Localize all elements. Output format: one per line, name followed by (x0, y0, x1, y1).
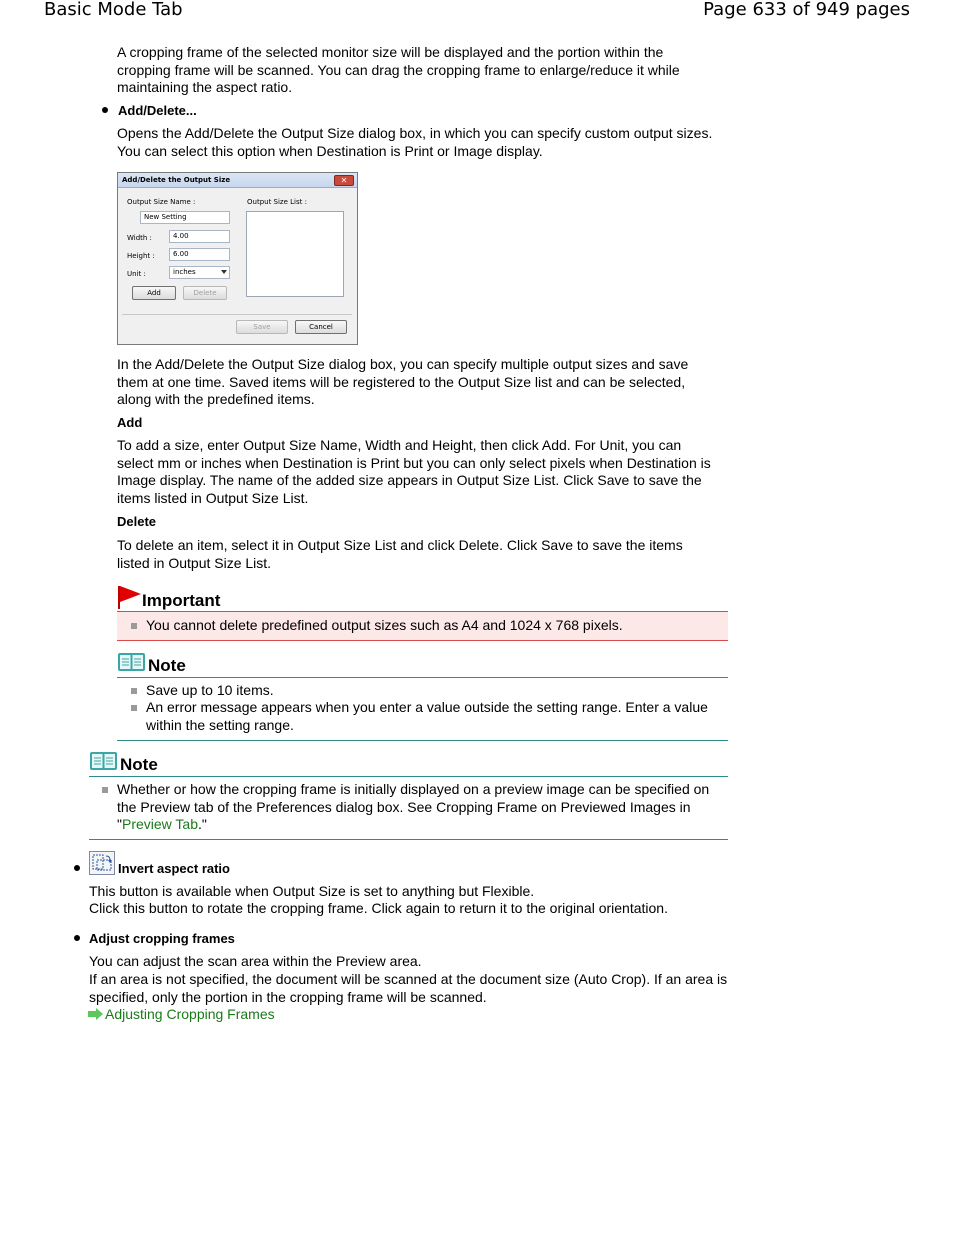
note-heading: Note (120, 755, 158, 774)
note-book-icon (89, 751, 118, 771)
note-item: An error message appears when you enter a value outside the setting range. Enter a value within the setting range. (146, 699, 708, 733)
page-title: Basic Mode Tab (44, 0, 183, 20)
chevron-down-icon (221, 270, 227, 274)
note-heading: Note (148, 656, 186, 675)
note-divider-top (117, 677, 728, 678)
important-item: You cannot delete predefined output sizes such as A4 and 1024 x 768 pixels. (146, 617, 623, 633)
delete-heading: Delete (117, 514, 157, 529)
square-bullet-icon (102, 787, 108, 793)
invert-title: Invert aspect ratio (118, 861, 230, 876)
bullet-icon (74, 935, 80, 941)
note-divider-bottom (89, 839, 728, 840)
page-number: Page 633 of 949 pages (703, 0, 910, 20)
bullet-icon (74, 865, 80, 871)
note-divider-bottom (117, 740, 728, 741)
add-delete-desc: Opens the Add/Delete the Output Size dialog box, in which you can specify custom output sizes. You can select this option when Destination is Print or Image display. (117, 125, 713, 159)
dialog-titlebar (118, 173, 357, 188)
output-size-name-input[interactable]: New Setting (140, 211, 230, 224)
width-label: Width : (127, 234, 152, 242)
square-bullet-icon (131, 623, 137, 629)
note-item: Save up to 10 items. (146, 682, 274, 698)
dialog-title: Add/Delete the Output Size (122, 176, 231, 184)
delete-button[interactable]: Delete (183, 286, 227, 300)
adjust-title: Adjust cropping frames (89, 931, 235, 946)
dialog-description: In the Add/Delete the Output Size dialog box, you can specify multiple output sizes and save them at one time. Saved items will be registered to the Output Size list and can be selected, along with the predefined items. (117, 356, 689, 407)
add-delete-title: Add/Delete... (118, 103, 197, 118)
cancel-button[interactable]: Cancel (295, 320, 347, 334)
invert-aspect-ratio-icon (89, 851, 115, 875)
adjust-line-2: If an area is not specified, the document will be scanned at the document size (Auto Crop). If an area is specified, only the portion in the cropping frame will be scanned. (89, 971, 728, 1005)
width-input[interactable]: 4.00 (169, 230, 230, 243)
note-text: Whether or how the cropping frame is initially displayed on a preview image can be specified on the Preview tab of the Preferences dialog box. See Cropping Frame on Previewed Images in "Preview Tab." (117, 781, 710, 832)
bullet-icon (102, 107, 108, 113)
add-heading: Add (117, 415, 143, 430)
save-button[interactable]: Save (236, 320, 288, 334)
square-bullet-icon (131, 705, 137, 711)
adjust-line-1: You can adjust the scan area within the Preview area. (89, 953, 422, 969)
arrow-right-icon (88, 1008, 104, 1020)
delete-text: To delete an item, select it in Output Size List and click Delete. Click Save to save the items listed in Output Size List. (117, 537, 683, 571)
invert-line-2: Click this button to rotate the cropping frame. Click again to return it to the original orientation. (89, 900, 668, 916)
output-size-list[interactable] (246, 211, 344, 297)
preview-tab-link[interactable]: Preview Tab (121, 816, 198, 832)
invert-line-1: This button is available when Output Size is set to anything but Flexible. (89, 883, 535, 899)
unit-select[interactable] (169, 266, 230, 279)
note-book-icon (117, 652, 146, 672)
unit-value: inches (173, 268, 196, 276)
add-button[interactable]: Add (132, 286, 176, 300)
add-text: To add a size, enter Output Size Name, Width and Height, then click Add. For Unit, you can select mm or inches when Destination is Print but you can only select pixels when Destination is Image display. The name of the added size appears in Output Size List. Click Save to save the items listed in Output Size List. (117, 437, 711, 506)
close-icon[interactable]: ✕ (334, 175, 354, 186)
height-label: Height : (127, 252, 155, 260)
divider (122, 314, 352, 315)
output-size-dialog (117, 172, 358, 345)
unit-label: Unit : (127, 270, 146, 278)
name-label: Output Size Name : (127, 198, 196, 206)
important-heading: Important (142, 591, 221, 610)
adjusting-cropping-frames-link[interactable]: Adjusting Cropping Frames (105, 1006, 275, 1022)
note-divider-top (89, 776, 728, 777)
important-flag-icon (117, 585, 143, 610)
square-bullet-icon (131, 688, 137, 694)
height-input[interactable]: 6.00 (169, 248, 230, 261)
intro-text: A cropping frame of the selected monitor size will be displayed and the portion within the cropping frame will be scanned. You can drag the cropping frame to enlarge/reduce it while maintaining the aspect ratio. (117, 44, 680, 95)
page-header (0, 0, 954, 30)
list-label: Output Size List : (247, 198, 307, 206)
